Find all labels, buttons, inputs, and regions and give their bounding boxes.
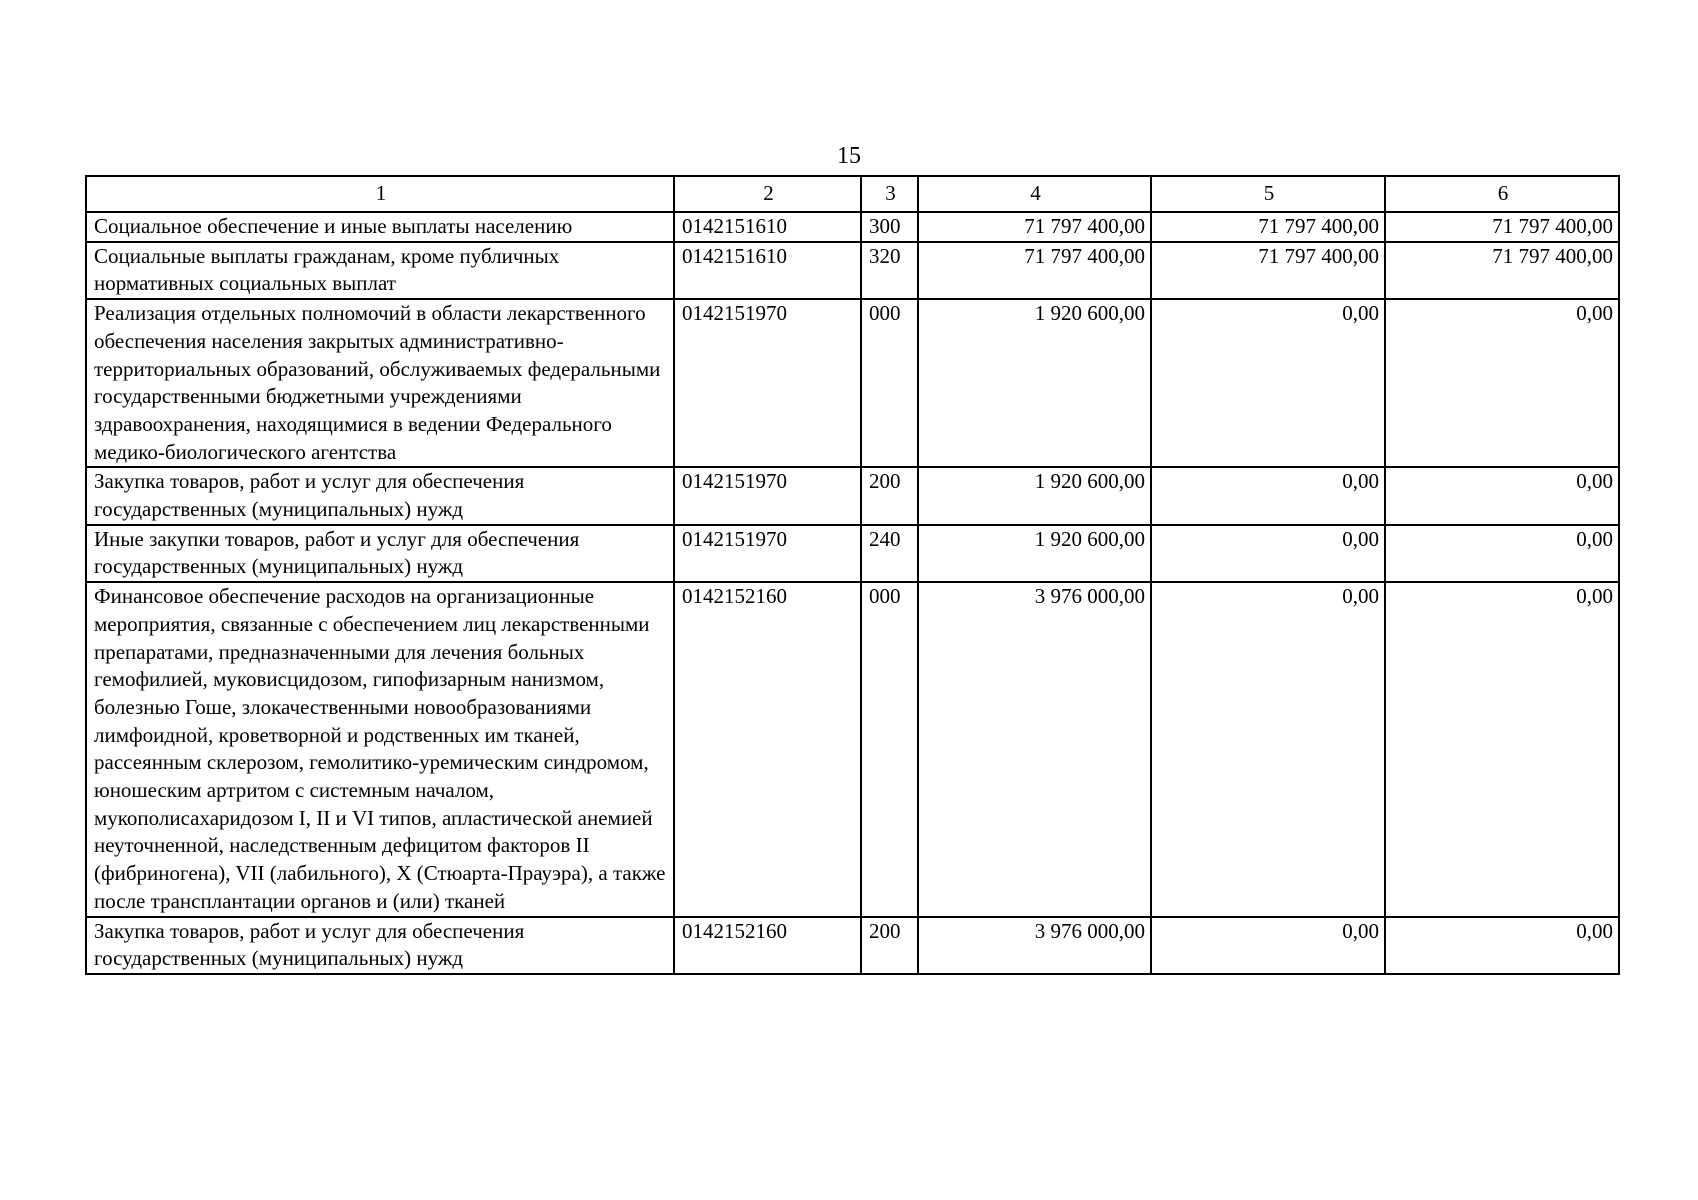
table-row bbox=[86, 525, 1619, 582]
amount-col-5: 71 797 400,00 bbox=[1151, 212, 1385, 242]
table-row bbox=[86, 299, 1619, 467]
amount-col-6: 71 797 400,00 bbox=[1385, 242, 1619, 299]
budget-table bbox=[85, 175, 1620, 975]
expense-name: Финансовое обеспечение расходов на организационные мероприятия, связанные с обеспечением лиц лекарственными препаратами, предназначенными для лечения больных гемофилией, муковисцидозом, гипофизарным нанизмом, болезнью Гоше, злокачественными новообразованиями лимфоидной, кроветворной и родственных им тканей, рассеянным склерозом, гемолитико-уремическим синдромом, юношеским артритом с системным началом, мукополисахаридозом I, II и VI типов, апластической анемией неуточненной, наследственным дефицитом факторов II (фибриногена), VII (лабильного), X (Стюарта-Прауэра), а также после трансплантации органов и (или) тканей bbox=[86, 582, 674, 916]
column-header-5: 5 bbox=[1151, 176, 1385, 212]
amount-col-4: 3 976 000,00 bbox=[918, 917, 1151, 974]
column-header-6: 6 bbox=[1385, 176, 1619, 212]
target-article-code: 0142152160 bbox=[674, 917, 861, 974]
amount-col-4: 1 920 600,00 bbox=[918, 467, 1151, 524]
column-header-3: 3 bbox=[861, 176, 918, 212]
table-row bbox=[86, 242, 1619, 299]
target-article-code: 0142151610 bbox=[674, 242, 861, 299]
amount-col-6: 71 797 400,00 bbox=[1385, 212, 1619, 242]
column-header-1: 1 bbox=[86, 176, 674, 212]
amount-col-5: 0,00 bbox=[1151, 299, 1385, 467]
expense-name: Иные закупки товаров, работ и услуг для обеспечения государственных (муниципальных) нужд bbox=[86, 525, 674, 582]
expense-name: Закупка товаров, работ и услуг для обеспечения государственных (муниципальных) нужд bbox=[86, 467, 674, 524]
expense-type-code: 200 bbox=[861, 467, 918, 524]
column-header-2: 2 bbox=[674, 176, 861, 212]
target-article-code: 0142151970 bbox=[674, 525, 861, 582]
amount-col-4: 3 976 000,00 bbox=[918, 582, 1151, 916]
amount-col-6: 0,00 bbox=[1385, 525, 1619, 582]
amount-col-6: 0,00 bbox=[1385, 917, 1619, 974]
header-row bbox=[86, 176, 1619, 212]
expense-type-code: 000 bbox=[861, 582, 918, 916]
column-header-4: 4 bbox=[918, 176, 1151, 212]
amount-col-6: 0,00 bbox=[1385, 467, 1619, 524]
amount-col-6: 0,00 bbox=[1385, 582, 1619, 916]
amount-col-4: 71 797 400,00 bbox=[918, 242, 1151, 299]
amount-col-4: 1 920 600,00 bbox=[918, 525, 1151, 582]
table-row bbox=[86, 212, 1619, 242]
amount-col-5: 71 797 400,00 bbox=[1151, 242, 1385, 299]
expense-type-code: 240 bbox=[861, 525, 918, 582]
expense-type-code: 000 bbox=[861, 299, 918, 467]
expense-type-code: 320 bbox=[861, 242, 918, 299]
expense-type-code: 200 bbox=[861, 917, 918, 974]
amount-col-4: 71 797 400,00 bbox=[918, 212, 1151, 242]
expense-name: Социальные выплаты гражданам, кроме публичных нормативных социальных выплат bbox=[86, 242, 674, 299]
target-article-code: 0142151610 bbox=[674, 212, 861, 242]
expense-name: Закупка товаров, работ и услуг для обеспечения государственных (муниципальных) нужд bbox=[86, 917, 674, 974]
page-number: 15 bbox=[837, 143, 861, 169]
amount-col-5: 0,00 bbox=[1151, 582, 1385, 916]
expense-type-code: 300 bbox=[861, 212, 918, 242]
amount-col-4: 1 920 600,00 bbox=[918, 299, 1151, 467]
amount-col-5: 0,00 bbox=[1151, 467, 1385, 524]
target-article-code: 0142151970 bbox=[674, 299, 861, 467]
amount-col-5: 0,00 bbox=[1151, 917, 1385, 974]
target-article-code: 0142152160 bbox=[674, 582, 861, 916]
expense-name: Социальное обеспечение и иные выплаты населению bbox=[86, 212, 674, 242]
table-row bbox=[86, 467, 1619, 524]
table-row bbox=[86, 917, 1619, 974]
amount-col-5: 0,00 bbox=[1151, 525, 1385, 582]
target-article-code: 0142151970 bbox=[674, 467, 861, 524]
amount-col-6: 0,00 bbox=[1385, 299, 1619, 467]
table-row bbox=[86, 582, 1619, 916]
expense-name: Реализация отдельных полномочий в области лекарственного обеспечения населения закрытых административно-территориальных образований, обслуживаемых федеральными государственными бюджетными учреждениями здравоохранения, находящимися в ведении Федерального медико-биологического агентства bbox=[86, 299, 674, 467]
